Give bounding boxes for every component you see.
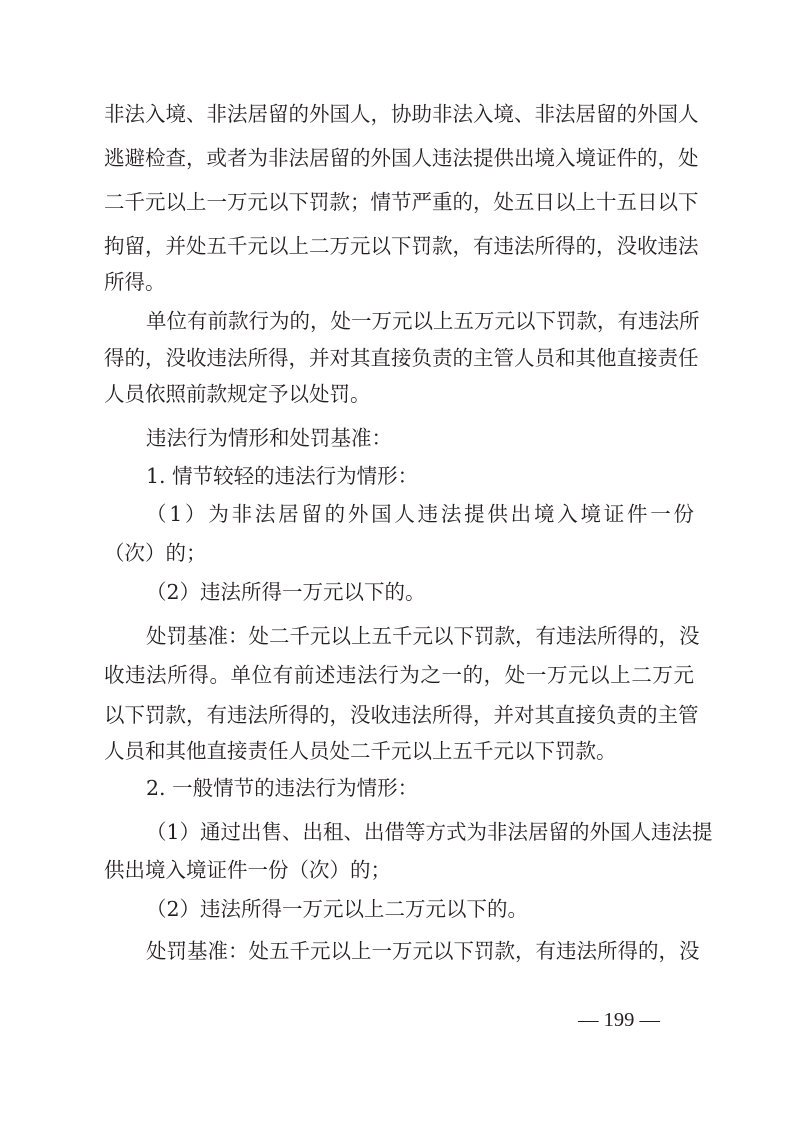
text-line: 二千元以上一万元以下罚款；情节严重的，处五日以上十五日以下 xyxy=(104,190,699,214)
paragraph-first-line: 处罚基准：处二千元以上五千元以下罚款，有违法所得的，没 xyxy=(146,624,700,648)
text-line: 逃避检查，或者为非法居留的外国人违法提供出境入境证件的，处 xyxy=(104,146,699,170)
list-item: （1）通过出售、出租、出借等方式为非法居留的外国人违法提 xyxy=(146,820,713,844)
text-line: 拘留，并处五千元以上二万元以下罚款，有违法所得的，没收违法 xyxy=(104,234,699,258)
text-line: 所得。 xyxy=(104,270,166,294)
text-line: 非法入境、非法居留的外国人，协助非法入境、非法居留的外国人 xyxy=(104,102,699,126)
subsection-heading: 1. 情节较轻的违法行为情形： xyxy=(146,464,419,488)
list-item: （1）为非法居留的外国人违法提供出境入境证件一份 xyxy=(146,502,694,526)
paragraph-first-line: 处罚基准：处五千元以上一万元以下罚款，有违法所得的，没 xyxy=(146,939,700,963)
paragraph-first-line: 单位有前款行为的，处一万元以上五万元以下罚款，有违法所 xyxy=(146,309,700,333)
list-item: （2）违法所得一万元以下的。 xyxy=(146,580,426,604)
section-heading: 违法行为情形和处罚基准： xyxy=(146,426,392,450)
text-line: 得的，没收违法所得，并对其直接负责的主管人员和其他直接责任 xyxy=(104,346,699,370)
text-line: 供出境入境证件一份（次）的； xyxy=(104,858,391,882)
text-line: 人员依照前款规定予以处罚。 xyxy=(104,382,371,406)
text-line: （次）的； xyxy=(104,541,207,565)
page-number: — 199 — xyxy=(578,1009,660,1031)
list-item: （2）违法所得一万元以上二万元以下的。 xyxy=(146,897,529,921)
text-line: 收违法所得。单位有前述违法行为之一的，处一万元以上二万元 xyxy=(104,663,694,687)
text-line: 以下罚款，有违法所得的，没收违法所得，并对其直接负责的主管 xyxy=(104,703,699,727)
subsection-heading: 2. 一般情节的违法行为情形： xyxy=(146,776,419,800)
text-line: 人员和其他直接责任人员处二千元以上五千元以下罚款。 xyxy=(104,739,617,763)
